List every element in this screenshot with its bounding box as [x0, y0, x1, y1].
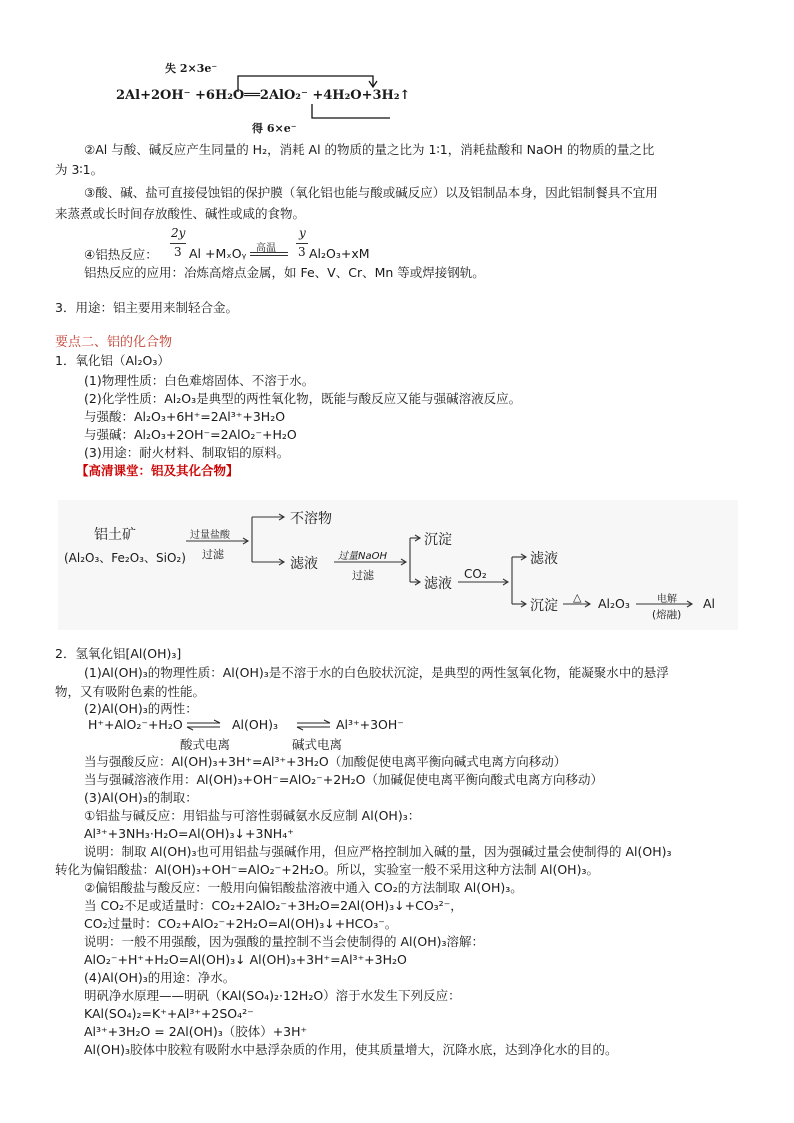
co2-excess: CO₂过量时：CO₂+AlO₂⁻+2H₂O=Al(OH)₃↓+HCO₃⁻。 [84, 916, 398, 931]
corrosion-paragraph-line1: ③酸、碱、盐可直接侵蚀铝的保护膜（氧化铝也能与酸或碱反应）以及铝制品本身，因此铝制餐具不宜用 [84, 185, 658, 200]
thermite-arrow-line2 [250, 255, 288, 256]
flow-ore-formula: (Al₂O₃、Fe₂O₃、SiO₂) [64, 551, 186, 565]
thermite-frac2-bar [296, 243, 308, 244]
electron-lost-label: 失 2×3e⁻ [165, 62, 218, 75]
ratio-paragraph-line2: 为 3∶1。 [55, 162, 104, 177]
note2: 说明：一般不用强酸，因为强酸的量控制不当会使制得的 Al(OH)₃溶解： [84, 934, 485, 949]
flow-precipitate1: 沉淀 [424, 532, 452, 548]
electron-gained-label: 得 6×e⁻ [252, 122, 297, 135]
thermite-use: 铝热反应的应用：冶炼高熔点金属，如 Fe、V、Cr、Mn 等或焊接钢轨。 [84, 265, 485, 280]
aluminum-use: 3．用途：铝主要用来制轻合金。 [55, 300, 238, 315]
equilibrium-arrow-right [296, 718, 332, 732]
preparation: (3)Al(OH)₃的制取： [84, 790, 198, 805]
flow-molten: (熔融) [652, 609, 682, 621]
flow-step1-reagent: 过量盐酸 [190, 530, 230, 541]
ionization-left: H⁺+AlO₂⁻+H₂O [88, 717, 183, 732]
ionization-middle: Al(OH)₃ [232, 717, 279, 732]
thermite-products: Al₂O₃+xM [309, 246, 370, 261]
flow-precipitate2: 沉淀 [530, 598, 558, 614]
flow-ore: 铝土矿 [94, 527, 136, 543]
ionization-right: Al³⁺+3OH⁻ [336, 717, 404, 732]
aloh3-physical-line1: (1)Al(OH)₃的物理性质：Al(OH)₃是不溶于水的白色胶状沉淀，是典型的两性氢氧化物，能凝聚水中的悬浮 [84, 665, 669, 680]
flow-electrolysis: 电解 [657, 594, 677, 605]
alum-principle: 明矾净水原理——明矾（KAl(SO₄)₂·12H₂O）溶于水发生下列反应： [84, 988, 461, 1003]
flow-heat: △ [573, 591, 582, 604]
note2-eq: AlO₂⁻+H⁺+H₂O=Al(OH)₃↓ Al(OH)₃+3H⁺=Al³⁺+3H₂O [84, 952, 407, 967]
flow-al: Al [703, 596, 716, 611]
flow-step2-reagent: 过量NaOH [338, 551, 387, 562]
flow-step1-op: 过滤 [202, 548, 224, 561]
redox-equation: 2Al+2OH⁻ +6H₂O══2AlO₂⁻ +4H₂O+3H₂↑ [116, 88, 411, 103]
class-link[interactable]: 【高清课堂：铝及其化合物】 [76, 463, 239, 478]
alum-eq1: KAl(SO₄)₂=K⁺+Al³⁺+2SO₄²⁻ [84, 1006, 254, 1021]
al2o3-chemical: (2)化学性质：Al₂O₃是典型的两性氧化物，既能与酸反应又能与强碱溶液反应。 [84, 391, 522, 406]
equilibrium-arrow-left [186, 718, 222, 732]
aloh3-amphoteric: (2)Al(OH)₃的两性： [84, 701, 198, 716]
flow-co2: CO₂ [464, 567, 487, 581]
thermite-frac2-den: 3 [298, 245, 306, 259]
note1-line2: 转化为偏铝酸盐：Al(OH)₃+OH⁻=AlO₂⁻+2H₂O。所以，实验室一般不采用这种方法制 Al(OH)₃。 [55, 862, 599, 877]
thermite-frac2-num: y [299, 226, 306, 240]
al2o3-with-base: 与强碱：Al₂O₃+2OH⁻=2AlO₂⁻+H₂O [84, 427, 297, 442]
aloh3-physical-line2: 物，又有吸附色素的性能。 [55, 684, 206, 699]
al2o3-with-acid: 与强酸：Al₂O₃+6H⁺=2Al³⁺+3H₂O [84, 409, 286, 424]
al2o3-use: (3)用途：耐火材料、制取铝的原料。 [84, 445, 290, 460]
thermite-frac1-bar [170, 243, 186, 244]
thermite-arrow-line1 [250, 252, 288, 253]
corrosion-paragraph-line2: 来蒸煮或长时间存放酸性、碱性或咸的食物。 [55, 206, 306, 221]
colloid-effect: Al(OH)₃胶体中胶粒有吸附水中悬浮杂质的作用，使其质量增大，沉降水底，达到净化水的目的。 [84, 1042, 618, 1057]
alum-eq2: Al³⁺+3H₂O = 2Al(OH)₃（胶体）+3H⁺ [84, 1024, 308, 1039]
flow-filtrate1: 滤液 [290, 556, 318, 572]
thermite-frac1-den: 3 [174, 245, 182, 259]
aloh3-use: (4)Al(OH)₃的用途：净水。 [84, 970, 236, 985]
thermite-reactants: Al +MₓOᵧ [189, 246, 247, 261]
thermite-condition: 高温 [256, 243, 276, 254]
flow-al2o3: Al₂O₃ [598, 596, 630, 611]
with-acid: 当与强酸反应：Al(OH)₃+3H⁺=Al³⁺+3H₂O（加酸促使电离平衡向碱式电离方向移动） [84, 754, 567, 769]
section-heading: 要点二、铝的化合物 [55, 335, 173, 350]
prep-method1-eq: Al³⁺+3NH₃·H₂O=Al(OH)₃↓+3NH₄⁺ [84, 826, 294, 841]
flow-step2-op: 过滤 [352, 569, 374, 582]
ratio-paragraph-line1: ②Al 与酸、碱反应产生同量的 H₂，消耗 Al 的物质的量之比为 1∶1，消耗盐酸和 NaOH 的物质的量之比 [84, 142, 655, 157]
acid-ionization-label: 酸式电离 [180, 737, 231, 752]
note1-line1: 说明：制取 Al(OH)₃也可用铝盐与强碱作用，但应严格控制加入碱的量，因为强碱过量会使制得的 Al(OH)₃ [84, 844, 672, 859]
flow-filtrate2: 滤液 [424, 576, 452, 592]
aloh3-title: 2．氢氧化铝[Al(OH)₃] [55, 646, 182, 661]
co2-insufficient: 当 CO₂不足或适量时：CO₂+2AlO₂⁻+3H₂O=2Al(OH)₃↓+CO₃²⁻， [84, 898, 463, 913]
with-base: 当与强碱溶液作用：Al(OH)₃+OH⁻=AlO₂⁻+2H₂O（加碱促使电离平衡向酸式电离方向移动） [84, 772, 603, 787]
base-ionization-label: 碱式电离 [292, 737, 343, 752]
thermite-label: ④铝热反应： [84, 247, 158, 262]
flow-filtrate3: 滤液 [530, 551, 558, 567]
flow-insoluble: 不溶物 [290, 511, 332, 527]
thermite-frac1-num: 2y [171, 226, 186, 240]
al2o3-title: 1．氧化铝（Al₂O₃） [55, 353, 170, 368]
al2o3-physical: (1)物理性质：白色难熔固体、不溶于水。 [84, 373, 315, 388]
prep-method1: ①铝盐与碱反应：用铝盐与可溶性弱碱氨水反应制 Al(OH)₃： [84, 808, 421, 823]
prep-method2: ②偏铝酸盐与酸反应：一般用向偏铝酸盐溶液中通入 CO₂的方法制取 Al(OH)₃。 [84, 880, 523, 895]
